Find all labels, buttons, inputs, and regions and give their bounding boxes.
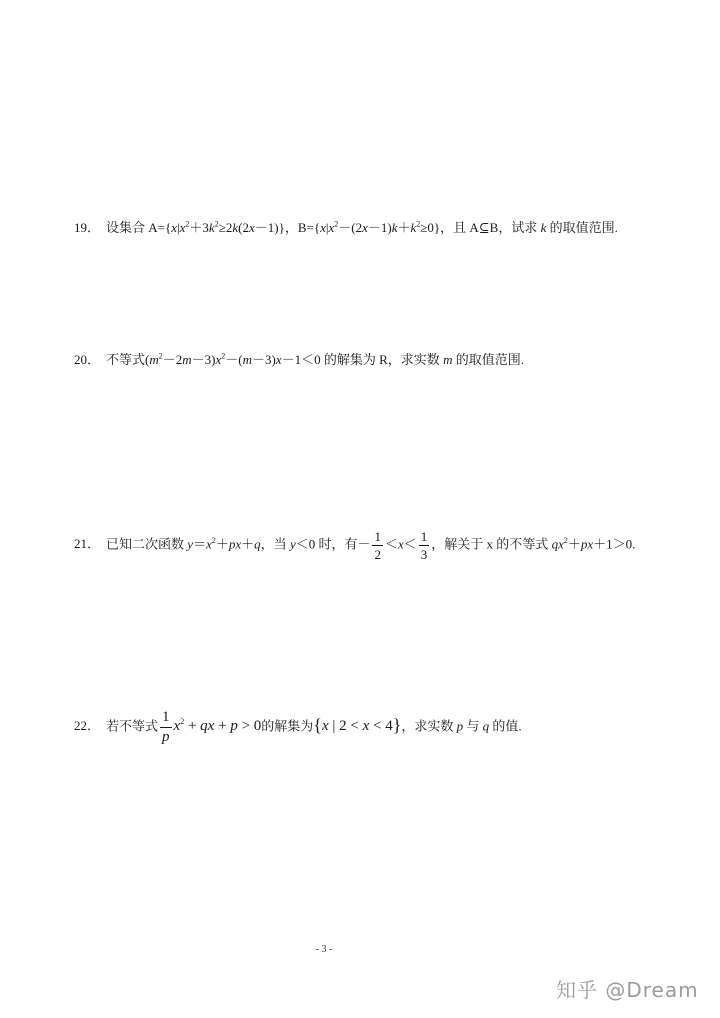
math-var: k [410,220,417,235]
math-var: x [275,352,282,367]
math-var: x [362,718,370,735]
text: －1＜0 的解集为 R，求实数 [281,352,444,367]
problem-19 [74,218,618,238]
exponent: 2 [185,219,190,229]
math-var: y [187,536,194,552]
text: > 0 [237,718,262,735]
math-var: px [228,536,242,552]
text: ≥0}，且 A⊆B，试求 [420,220,541,235]
page-number: - 3 - [315,944,333,955]
text: ＝ [193,536,207,552]
text: ＋ [397,220,411,235]
exponent: 2 [180,717,185,727]
fraction-denominator: p [162,729,170,745]
math-var: x [248,220,255,235]
text: ＋ [215,536,229,552]
math-var: x [206,536,212,552]
text: －( [225,352,243,367]
text: ≥2 [218,220,233,235]
fraction-denominator: 2 [374,547,381,562]
math-var: px [580,536,594,552]
text: －1) [367,220,392,235]
math-var: x [215,352,222,367]
text: + [184,718,201,735]
text: | 2 < [328,718,363,735]
math-var: q [254,536,261,552]
text: < 4 [369,718,393,735]
text: 的解集为 [261,718,314,734]
text: ，当 [260,536,290,552]
math-var: x [328,220,335,235]
text: －2 [162,352,183,367]
problem-21 [74,530,635,561]
text: | [177,220,180,235]
exponent: 2 [563,536,568,546]
text: 的取值范围. [546,220,618,235]
math-var: k [208,220,215,235]
fraction-numerator: 1 [160,710,172,728]
text: －1)}，B={ [254,220,321,235]
text: 与 [463,718,483,734]
math-var: k [232,220,239,235]
text: －3) [191,352,216,367]
math-var: k [391,220,398,235]
math-var: x [179,220,186,235]
math-var: x [321,718,329,735]
math-var: m [443,352,453,367]
fraction-numerator: 1 [374,529,381,544]
text: －3) [252,352,276,367]
text: 若不等式 [106,718,159,734]
watermark: 知乎 @Dream [556,978,699,1002]
text: ，求实数 [401,718,457,734]
math-var: qx [200,718,215,735]
text: | [325,220,329,235]
text: 不等式( [106,352,150,367]
math-var: m [149,352,159,367]
problem-number: 21． [74,536,101,552]
brace: { [313,715,322,736]
problem-22 [74,710,522,745]
math-var: k [540,220,547,235]
text: ＋ [567,536,581,552]
text: ＋1＞0. [593,536,636,552]
text: －(2 [338,220,363,235]
text: 的取值范围. [452,352,524,367]
fraction-numerator: 1 [420,529,428,544]
text: ＋ [241,536,255,552]
exponent: 2 [211,536,216,546]
text: + [214,718,231,735]
fraction-one-over-p [160,710,172,745]
math-var: m [182,352,192,367]
math-var: x [398,536,404,552]
exponent: 2 [214,219,219,229]
fraction-denominator: 3 [420,547,428,562]
text: ＜ [403,536,417,552]
exponent: 2 [158,351,163,361]
math-var: y [289,536,296,552]
text: ＋3 [189,220,209,235]
math-var: x [171,220,178,235]
math-var: p [456,718,464,734]
fraction-one-third [419,530,430,561]
text: 设集合 A={ [106,220,172,235]
text: 的值. [489,718,522,734]
text: (2 [238,220,249,235]
exponent: 2 [221,351,226,361]
math-var: m [242,352,253,367]
exponent: 2 [334,219,339,229]
fraction-one-half [372,530,383,561]
math-var: q [482,718,490,734]
exponent: 2 [416,219,421,229]
problem-20 [74,350,524,370]
problem-number: 20． [74,352,101,367]
math-var: x [173,718,181,735]
math-var: p [230,718,238,735]
math-var: x [320,220,326,235]
math-var: x [362,220,368,235]
problem-number: 22． [74,718,101,734]
math-var: qx [551,536,564,552]
problem-number: 19． [74,220,101,235]
text: ＜0 时，有－ [295,536,371,552]
brace: } [392,715,402,736]
text: ，解关于 x 的不等式 [431,536,552,552]
text: ＜ [384,536,398,552]
text: 已知二次函数 [106,536,188,552]
